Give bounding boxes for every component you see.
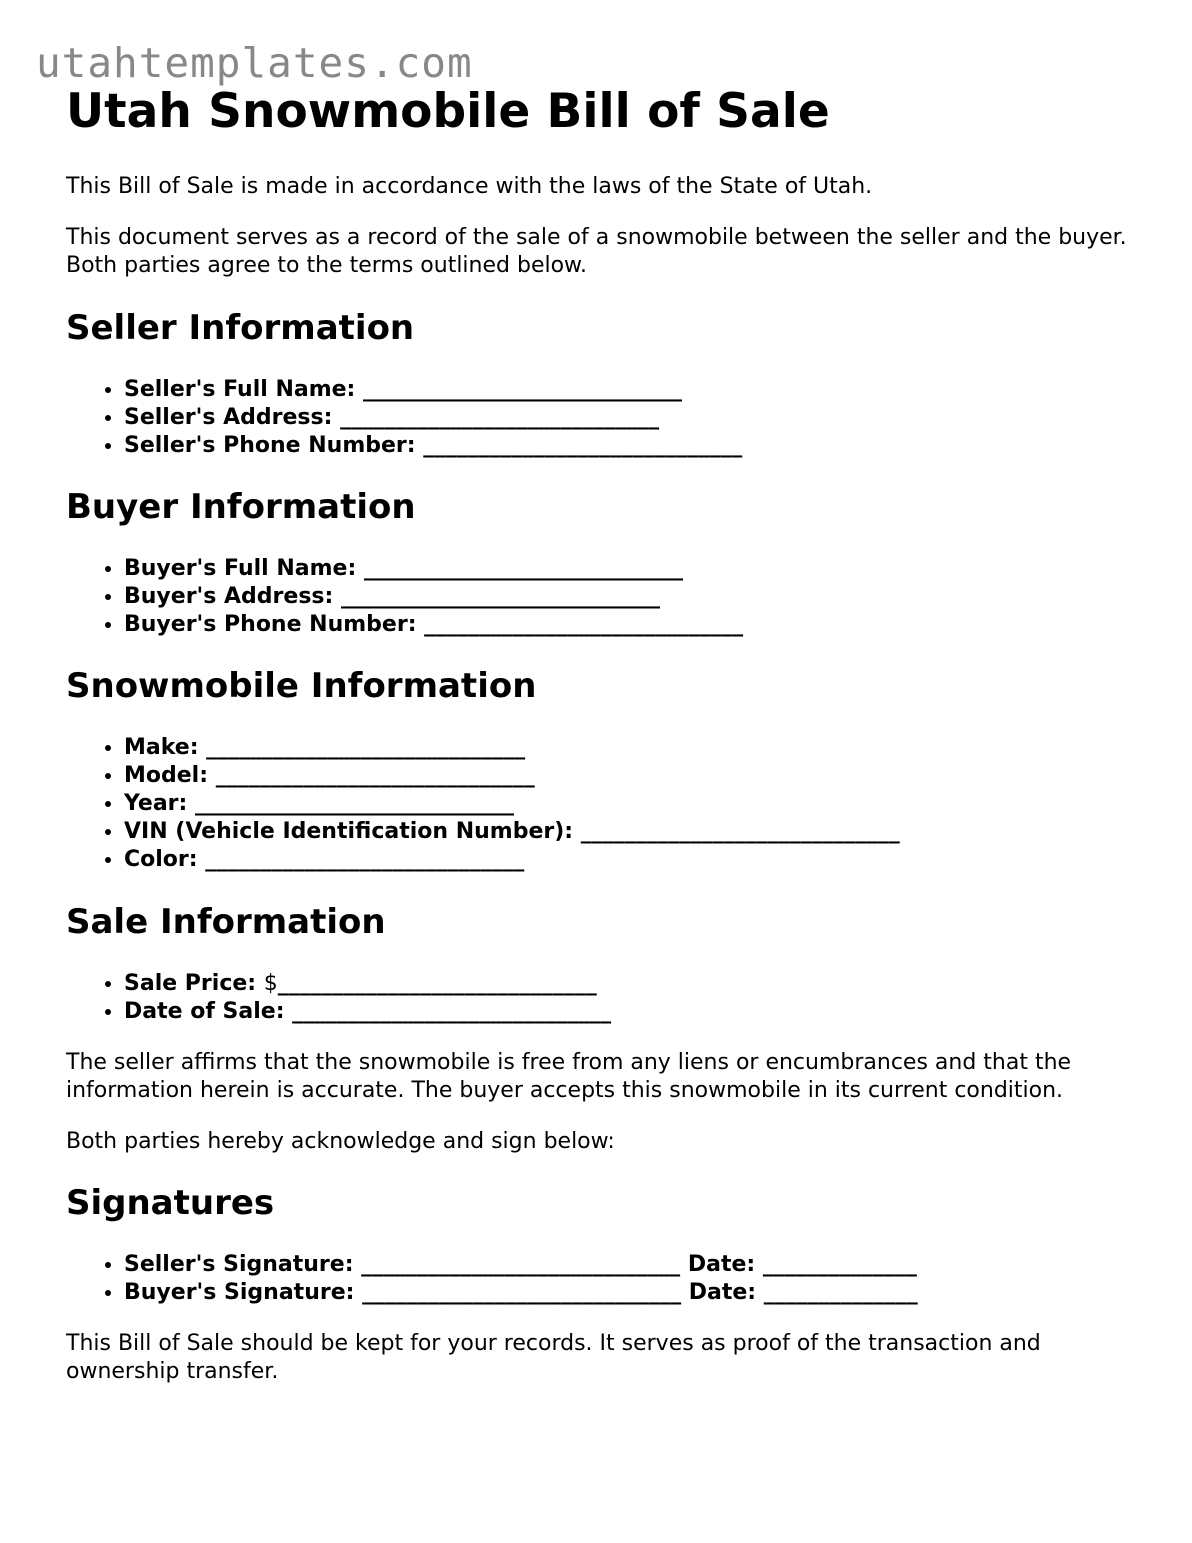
signatures-section-heading: Signatures: [66, 1183, 275, 1223]
field-label: Seller's Full Name:: [124, 377, 356, 402]
field-label: Buyer's Signature:: [124, 1280, 355, 1305]
field-blank[interactable]: _____________________________: [277, 971, 597, 996]
acknowledge-paragraph: Both parties hereby acknowledge and sign below:: [66, 1129, 615, 1154]
date-label: Date:: [687, 1252, 756, 1277]
field-blank[interactable]: _____________________________: [206, 735, 526, 760]
field-label: Model:: [124, 763, 209, 788]
field-label: Make:: [124, 735, 199, 760]
field-blank[interactable]: _____________________________: [424, 612, 744, 637]
affirmation-paragraph: The seller affirms that the snowmobile is free from any liens or encumbrances and that the information herein is accurate. The buyer accepts this snowmobile in its current condition.: [66, 1050, 1072, 1103]
field-blank[interactable]: _____________________________: [205, 847, 525, 872]
seller-full-name-field[interactable]: [124, 376, 1136, 404]
signatures-list: [66, 1251, 1136, 1307]
field-blank[interactable]: _____________________________: [363, 556, 683, 581]
field-blank[interactable]: _____________________________: [215, 763, 535, 788]
currency-symbol: $: [263, 971, 278, 996]
seller-phone-field[interactable]: [124, 432, 1136, 460]
buyer-fields-list: [66, 555, 1136, 639]
field-blank[interactable]: _____________________________: [363, 377, 683, 402]
intro-paragraph-2: This document serves as a record of the sale of a snowmobile between the seller and the buyer. Both parties agree to the terms outlined below.: [66, 225, 1127, 278]
sale-section-heading: Sale Information: [66, 902, 386, 942]
date-blank[interactable]: ______________: [763, 1280, 918, 1305]
field-label: Year:: [124, 791, 188, 816]
seller-section-heading: Seller Information: [66, 308, 415, 348]
field-label: Buyer's Address:: [124, 584, 334, 609]
field-blank[interactable]: _____________________________: [340, 584, 660, 609]
footer-paragraph: This Bill of Sale should be kept for your records. It serves as proof of the transaction and ownership transfer.: [66, 1331, 1041, 1384]
field-blank[interactable]: _____________________________: [195, 791, 514, 816]
date-of-sale-field[interactable]: [124, 998, 1136, 1026]
field-label: Seller's Address:: [124, 405, 333, 430]
color-field[interactable]: [124, 846, 1136, 874]
field-label: Seller's Phone Number:: [124, 433, 416, 458]
field-label: Buyer's Phone Number:: [124, 612, 417, 637]
document-title: Utah Snowmobile Bill of Sale: [66, 84, 830, 139]
seller-fields-list: [66, 376, 1136, 460]
field-label: VIN (Vehicle Identification Number):: [124, 819, 574, 844]
field-label: Date of Sale:: [124, 999, 285, 1024]
watermark: utahtemplates.com: [36, 39, 473, 87]
document-page: [66, 84, 1136, 1386]
model-field[interactable]: [124, 762, 1136, 790]
buyer-section-heading: Buyer Information: [66, 487, 416, 527]
buyer-address-field[interactable]: [124, 583, 1136, 611]
field-label: Buyer's Full Name:: [124, 556, 357, 581]
seller-address-field[interactable]: [124, 404, 1136, 432]
vin-field[interactable]: [124, 818, 1136, 846]
buyer-full-name-field[interactable]: [124, 555, 1136, 583]
seller-signature-field[interactable]: [124, 1251, 1136, 1279]
field-blank[interactable]: _____________________________: [340, 405, 660, 430]
buyer-signature-field[interactable]: [124, 1279, 1136, 1307]
field-blank[interactable]: _____________________________: [423, 433, 743, 458]
buyer-phone-field[interactable]: [124, 611, 1136, 639]
signature-blank[interactable]: _____________________________: [362, 1280, 682, 1305]
date-blank[interactable]: ______________: [762, 1252, 917, 1277]
date-label: Date:: [688, 1280, 757, 1305]
intro-paragraph-1: This Bill of Sale is made in accordance with the laws of the State of Utah.: [66, 174, 873, 199]
sale-price-field[interactable]: [124, 970, 1136, 998]
snowmobile-fields-list: [66, 734, 1136, 874]
year-field[interactable]: [124, 790, 1136, 818]
field-label: Sale Price:: [124, 971, 257, 996]
field-label: Color:: [124, 847, 198, 872]
field-blank[interactable]: _____________________________: [580, 819, 900, 844]
field-blank[interactable]: _____________________________: [292, 999, 612, 1024]
make-field[interactable]: [124, 734, 1136, 762]
field-label: Seller's Signature:: [124, 1252, 354, 1277]
sale-fields-list: [66, 970, 1136, 1026]
snowmobile-section-heading: Snowmobile Information: [66, 666, 537, 706]
signature-blank[interactable]: _____________________________: [361, 1252, 681, 1277]
